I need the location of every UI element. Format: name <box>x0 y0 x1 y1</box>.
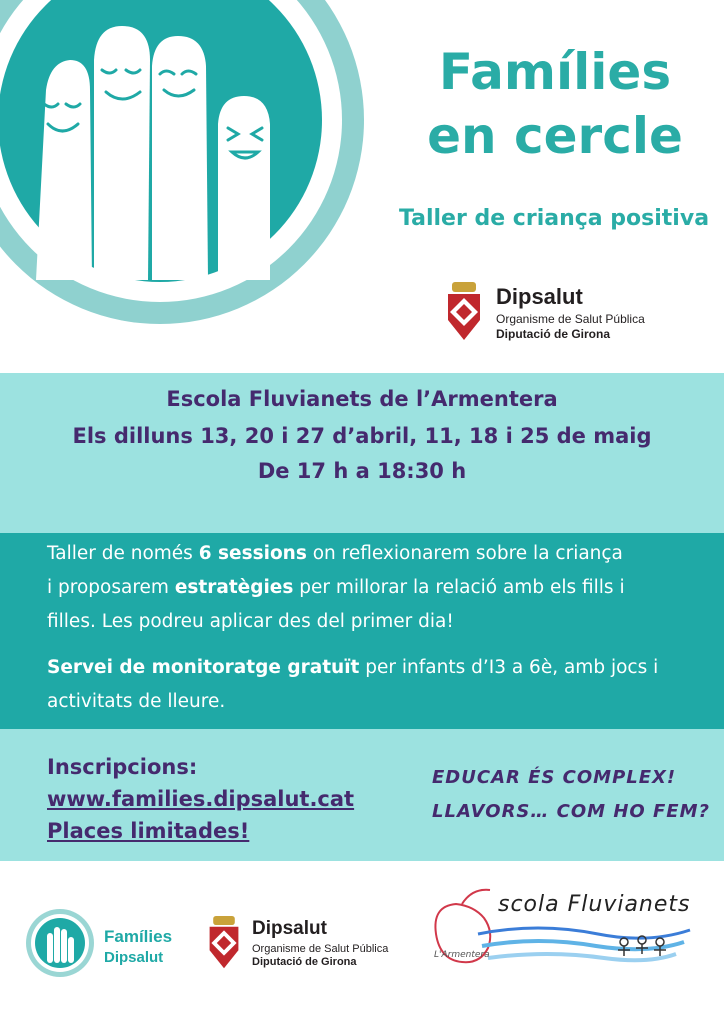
page-subtitle: Taller de criança positiva <box>398 206 710 231</box>
description-paragraph-2: Servei de monitoratge gratuït per infants d’I3 a 6è, amb jocs i activitats de lleure. <box>47 657 659 712</box>
families-dipsalut-logo-icon <box>22 905 102 981</box>
dipsalut-crest-icon <box>444 280 484 344</box>
fingers-illustration <box>0 0 400 345</box>
registration-band <box>0 729 724 861</box>
families-logo-line1: Famílies <box>104 927 173 946</box>
description-paragraph-1: Taller de només 6 sessions on reflexionarem sobre la criança i proposarem estratègies per millorar la relació amb els fills i filles. Les podreu aplicar des del primer dia! <box>47 543 625 632</box>
title-line-2: en cercle <box>427 107 683 165</box>
slogan-line-1: EDUCAR ÉS COMPLEX! <box>432 767 677 788</box>
dipsalut-footer-name: Dipsalut <box>252 918 327 939</box>
description-band <box>0 533 724 729</box>
school-name-text: scola Fluvianets <box>498 892 691 917</box>
dipsalut-name: Dipsalut <box>496 284 583 309</box>
dipsalut-footer-org-line1: Organisme de Salut Pública <box>252 943 389 955</box>
slogan-line-2: LLAVORS… COM HO FEM? <box>432 801 710 822</box>
families-logo-line2: Dipsalut <box>104 949 164 966</box>
dipsalut-footer-org-line2: Diputació de Girona <box>252 956 357 968</box>
title-line-1: Famílies <box>438 43 672 101</box>
school-place-text: L'Armentera <box>434 950 490 960</box>
time-text: De 17 h a 18:30 h <box>257 459 467 483</box>
dipsalut-footer-crest-icon <box>206 914 242 972</box>
schedule-band <box>0 373 724 533</box>
escola-fluvianets-logo <box>428 882 698 982</box>
dipsalut-footer-logo <box>206 914 396 974</box>
registration-link[interactable]: www.families.dipsalut.cat <box>47 787 355 811</box>
dipsalut-org-line1: Organisme de Salut Pública <box>496 312 645 326</box>
dipsalut-logo <box>444 280 694 344</box>
registration-heading: Inscripcions: <box>47 755 198 779</box>
dipsalut-org-line2: Diputació de Girona <box>496 327 611 341</box>
places-limited-text: Places limitades! <box>47 819 250 843</box>
venue-text: Escola Fluvianets de l’Armentera <box>166 387 558 411</box>
dates-text: Els dilluns 13, 20 i 27 d’abril, 11, 18 i 25 de maig <box>72 424 652 448</box>
page-title <box>420 40 690 168</box>
